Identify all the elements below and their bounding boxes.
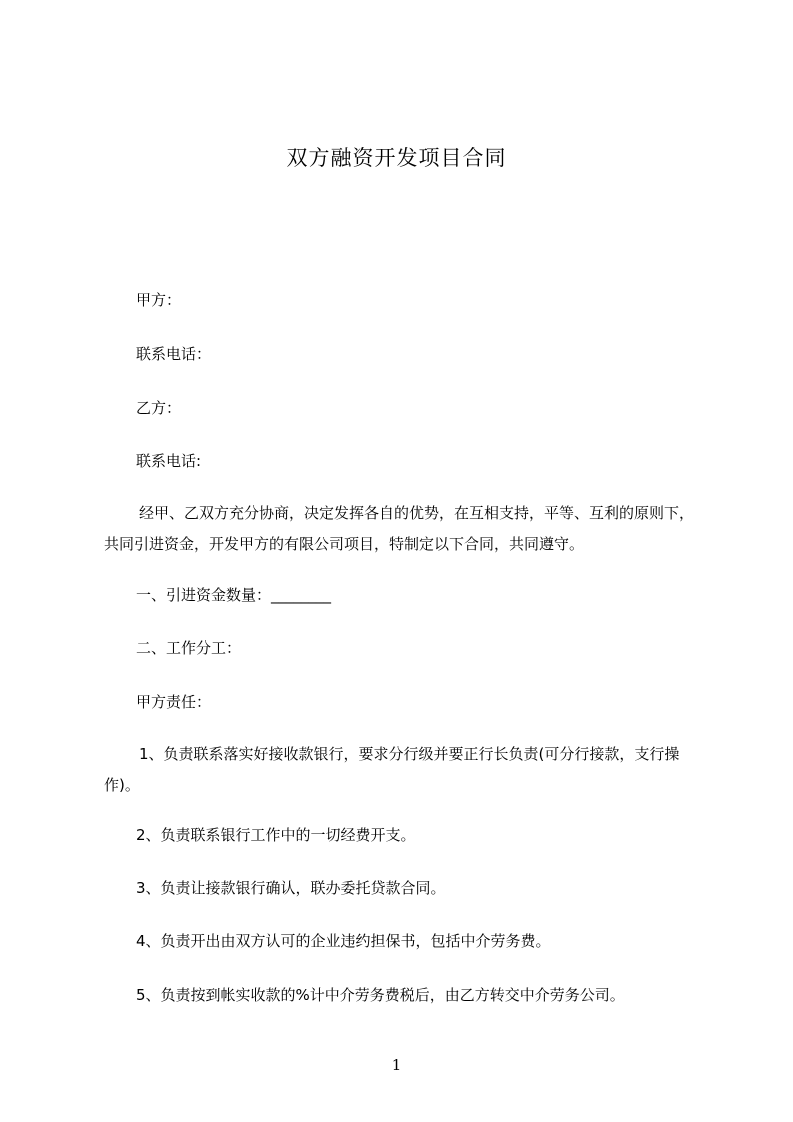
party-a-responsibilities-heading: 甲方责任： [136, 693, 212, 711]
page-number: 1 [391, 1056, 402, 1074]
party-a-phone-label: 联系电话： [136, 345, 212, 363]
responsibility-item-3: 3、负责让接款银行确认，联办委托贷款合同。 [136, 879, 446, 897]
responsibility-item-5: 5、负责按到帐实收款的%计中介劳务费税后，由乙方转交中介劳务公司。 [136, 986, 625, 1004]
responsibility-item-2: 2、负责联系银行工作中的一切经费开支。 [136, 826, 416, 844]
responsibility-item-1: 1、负责联系落实好接收款银行，要求分行级并要正行长负责(可分行接款，支行操作)。 [104, 745, 680, 794]
clause-one-funding-amount: 一、引进资金数量：________ [136, 586, 332, 604]
document-title: 双方融资开发项目合同 [286, 146, 507, 170]
responsibility-item-4: 4、负责开出由双方认可的企业违约担保书，包括中介劳务费。 [136, 932, 551, 950]
party-b-label: 乙方： [136, 399, 182, 417]
party-a-label: 甲方： [136, 291, 182, 309]
party-b-phone-label: 联系电话: [136, 452, 202, 470]
clause-two-division-of-work: 二、工作分工： [136, 639, 242, 657]
preamble-paragraph: 经甲、乙双方充分协商，决定发挥各自的优势，在互相支持，平等、互利的原则下，共同引进资金，开发甲方的有限公司项目，特制定以下合同，共同遵守。 [104, 504, 695, 553]
